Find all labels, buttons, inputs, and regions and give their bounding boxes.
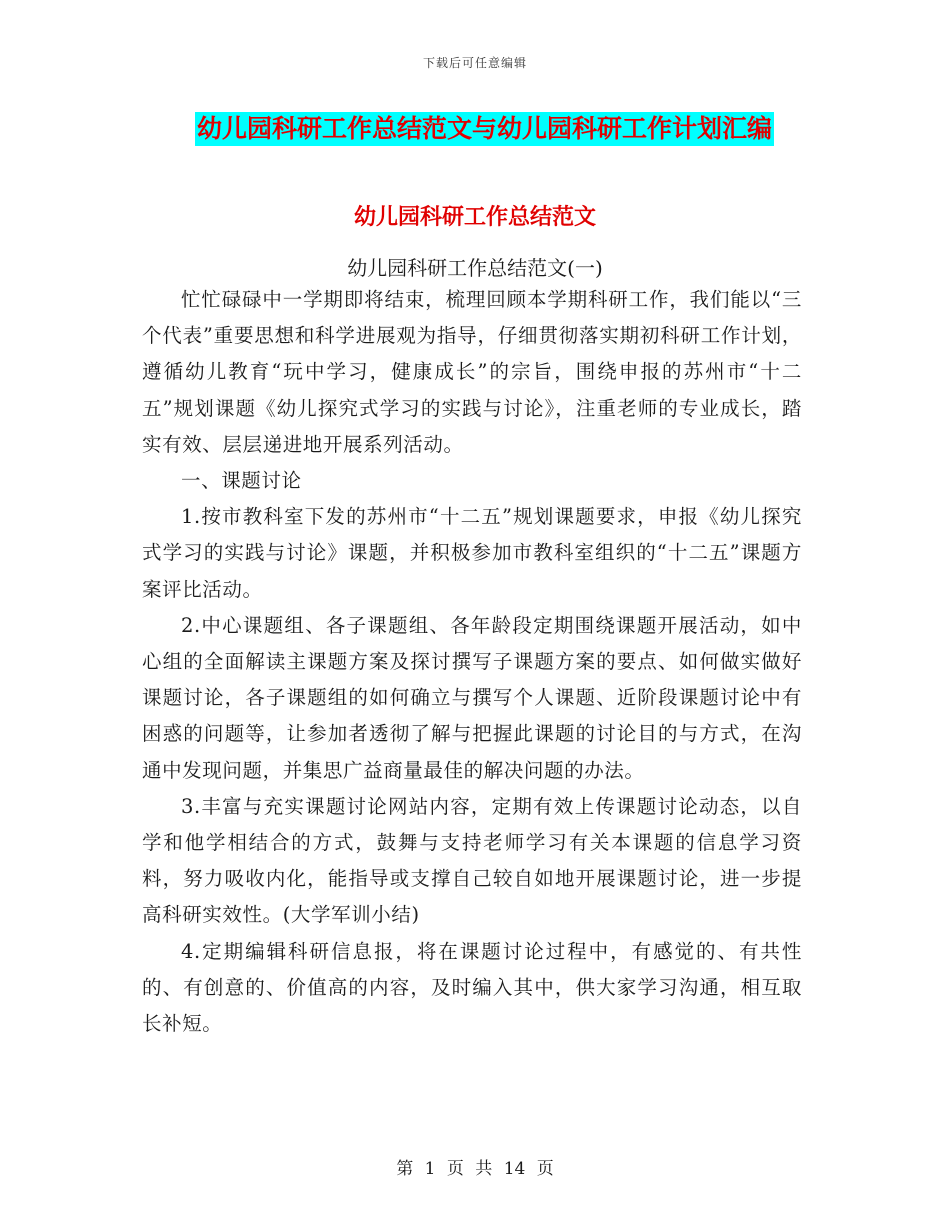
section-title: 幼儿园科研工作总结范文 [353,204,596,230]
paragraph-heading-research: 一、课题讨论 [181,469,302,493]
document-main-title: 幼儿园科研工作总结范文与幼儿园科研工作计划汇编 [195,112,774,146]
paragraph-item-1: 1.按市教科室下发的苏州市“十二五”规划课题要求，申报《幼儿探究式学习的实践与讨论》课题，并积极参加市教科室组织的“十二五”课题方案评比活动。 [142,505,802,601]
document-body [142,282,802,1042]
page-footer: 第 1 页 共 14 页 [396,1159,554,1179]
paragraph-item-3: 3.丰富与充实课题讨论网站内容，定期有效上传课题讨论动态，以自学和他学相结合的方式，鼓舞与支持老师学习有关本课题的信息学习资料，努力吸收内化，能指导或支撑自己较自如地开展课题讨论，进一步提高科研实效性。(大学军训小结) [142,794,802,927]
paragraph-item-2: 2.中心课题组、各子课题组、各年龄段定期围绕课题开展活动，如中心组的全面解读主课题方案及探讨撰写子课题方案的要点、如何做实做好课题讨论，各子课题组的如何确立与撰写个人课题、近阶段课题讨论中有困惑的问题等，让参加者透彻了解与把握此课题的讨论目的与方式，在沟通中发现问题，并集思广益商量最佳的解决问题的办法。 [142,613,802,782]
page-header-note: 下载后可任意编辑 [422,56,527,70]
paragraph-intro: 忙忙碌碌中一学期即将结束，梳理回顾本学期科研工作，我们能以“三个代表”重要思想和科学进展观为指导，仔细贯彻落实期初科研工作计划，遵循幼儿教育“玩中学习，健康成长”的宗旨，围绕申报的苏州市“十二五”规划课题《幼儿探究式学习的实践与讨论》，注重老师的专业成长，踏实有效、层层递进地开展系列活动。 [142,288,802,456]
sub-title: 幼儿园科研工作总结范文(一) [347,256,603,280]
paragraph-item-4: 4.定期编辑科研信息报，将在课题讨论过程中，有感觉的、有共性的、有创意的、价值高的内容，及时编入其中，供大家学习沟通，相互取长补短。 [142,939,802,1036]
